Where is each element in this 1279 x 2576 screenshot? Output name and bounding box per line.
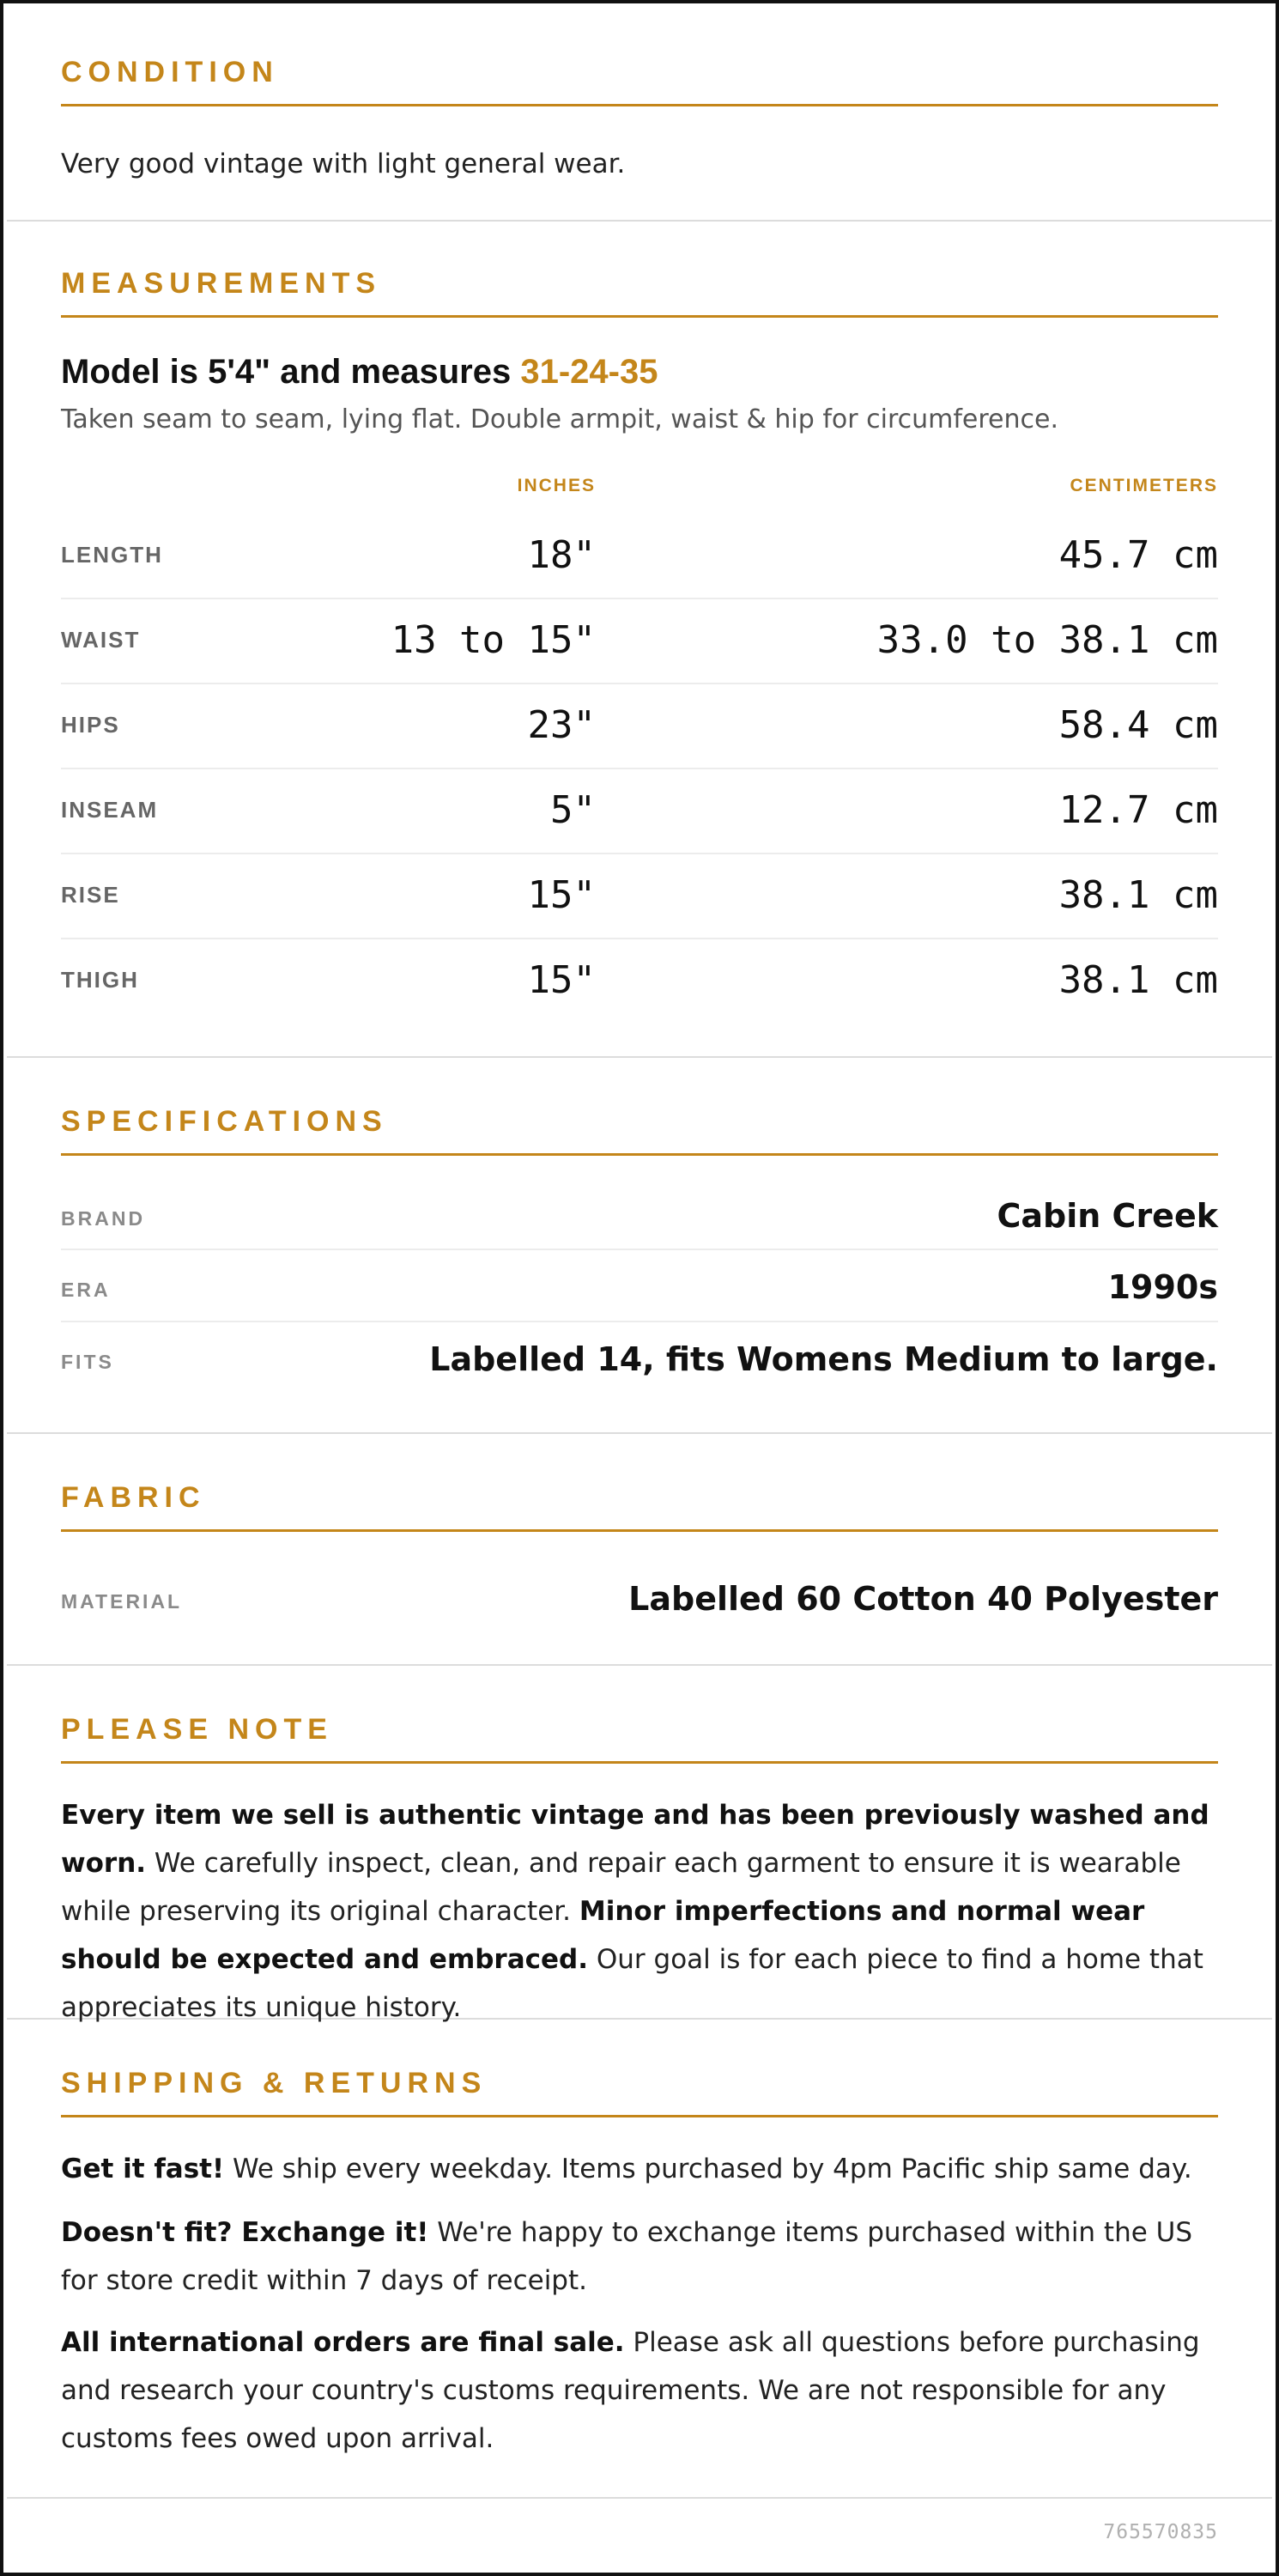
- spec-value: 1990s: [1107, 1268, 1218, 1306]
- measurement-note: Taken seam to seam, lying flat. Double armpit, waist & hip for circumference.: [61, 404, 1059, 434]
- fabric-title: FABRIC: [61, 1480, 1218, 1532]
- measurement-inches: 5": [550, 788, 596, 832]
- shipping-paragraph-1: [61, 2145, 1218, 2193]
- note-text-2: Our goal is for each piece to find a home that appreciates its unique history.: [61, 1944, 1203, 2023]
- measurements-title: MEASUREMENTS: [61, 266, 1218, 318]
- note-bold-2: Minor imperfections and normal wear should be expected and embraced.: [61, 1896, 1145, 1975]
- measurement-label: LENGTH: [61, 542, 163, 568]
- spec-label: BRAND: [61, 1207, 146, 1230]
- measurement-cm: 38.1 cm: [1058, 873, 1218, 917]
- measurement-label: HIPS: [61, 712, 120, 738]
- note-text-1: We carefully inspect, clean, and repair each garment to ensure it is wearable while preserving its original character.: [61, 1848, 1181, 1927]
- measurement-row-thigh: [61, 939, 1218, 1023]
- measurement-inches: 23": [527, 703, 596, 747]
- shipping-bold-2: Doesn't fit? Exchange it!: [61, 2217, 429, 2248]
- model-prefix: Model is 5'4" and measures: [61, 353, 521, 391]
- specifications-section: [7, 1058, 1272, 1434]
- sku-number: 765570835: [1103, 2521, 1218, 2543]
- shipping-bold-1: Get it fast!: [61, 2154, 225, 2184]
- measurement-label: INSEAM: [61, 797, 159, 823]
- measurement-inches: 15": [527, 958, 596, 1002]
- shipping-title: SHIPPING & RETURNS: [61, 2066, 1218, 2117]
- measurement-row-waist: [61, 598, 1218, 684]
- shipping-paragraph-3: [61, 2318, 1218, 2463]
- spec-value: Cabin Creek: [997, 1197, 1218, 1235]
- measurement-cm: 58.4 cm: [1058, 703, 1218, 747]
- shipping-section: [7, 2020, 1272, 2499]
- fabric-value: Labelled 60 Cotton 40 Polyester: [628, 1580, 1218, 1618]
- measurement-label: WAIST: [61, 627, 141, 653]
- please-note-title: PLEASE NOTE: [61, 1712, 1218, 1764]
- measurement-row-length: [61, 513, 1218, 599]
- model-measurements: [61, 352, 1218, 392]
- shipping-text-1: We ship every weekday. Items purchased by 4pm Pacific ship same day.: [224, 2154, 1192, 2184]
- spec-value: Labelled 14, fits Womens Medium to large.: [429, 1340, 1218, 1378]
- measurement-row-inseam: [61, 769, 1218, 854]
- condition-title: CONDITION: [61, 55, 1218, 106]
- measurement-label: THIGH: [61, 967, 139, 993]
- specifications-title: SPECIFICATIONS: [61, 1104, 1218, 1156]
- measurement-inches: 13 to 15": [391, 618, 596, 662]
- please-note-text: [61, 1791, 1218, 2032]
- measurements-section: [7, 222, 1272, 1058]
- fabric-row-material: [61, 1552, 1218, 1630]
- spec-label: ERA: [61, 1279, 111, 1301]
- spec-row-fits: [61, 1321, 1218, 1399]
- measurement-cm: 45.7 cm: [1058, 533, 1218, 577]
- measurement-inches: 15": [527, 873, 596, 917]
- measurement-cm: 12.7 cm: [1058, 788, 1218, 832]
- measurement-row-rise: [61, 854, 1218, 939]
- condition-section: [7, 7, 1272, 222]
- spec-row-brand: [61, 1176, 1218, 1250]
- measurement-inches: 18": [527, 533, 596, 577]
- shipping-paragraph-2: [61, 2208, 1218, 2305]
- shipping-text-2: We're happy to exchange items purchased within the US for store credit within 7 days of receipt.: [61, 2217, 1193, 2296]
- note-bold-1: Every item we sell is authentic vintage and has been previously washed and worn.: [61, 1800, 1209, 1879]
- centimeters-column-header: CENTIMETERS: [1070, 476, 1218, 495]
- measurement-cm: 33.0 to 38.1 cm: [876, 618, 1218, 662]
- spec-label: FITS: [61, 1351, 114, 1373]
- condition-text: Very good vintage with light general wear.: [61, 149, 626, 179]
- shipping-text-3: Please ask all questions before purchasing and research your country's customs requirements. We are not responsible for any customs fees owed upon arrival.: [61, 2327, 1200, 2454]
- inches-column-header: INCHES: [517, 476, 596, 495]
- spec-row-era: [61, 1249, 1218, 1322]
- measurement-row-hips: [61, 683, 1218, 769]
- please-note-section: [7, 1666, 1272, 2023]
- model-figures: 31-24-35: [520, 353, 658, 391]
- measurement-cm: 38.1 cm: [1058, 958, 1218, 1002]
- measurement-label: RISE: [61, 882, 120, 908]
- shipping-bold-3: All international orders are final sale.: [61, 2327, 625, 2358]
- fabric-section: [7, 1434, 1272, 1666]
- fabric-label: MATERIAL: [61, 1590, 183, 1613]
